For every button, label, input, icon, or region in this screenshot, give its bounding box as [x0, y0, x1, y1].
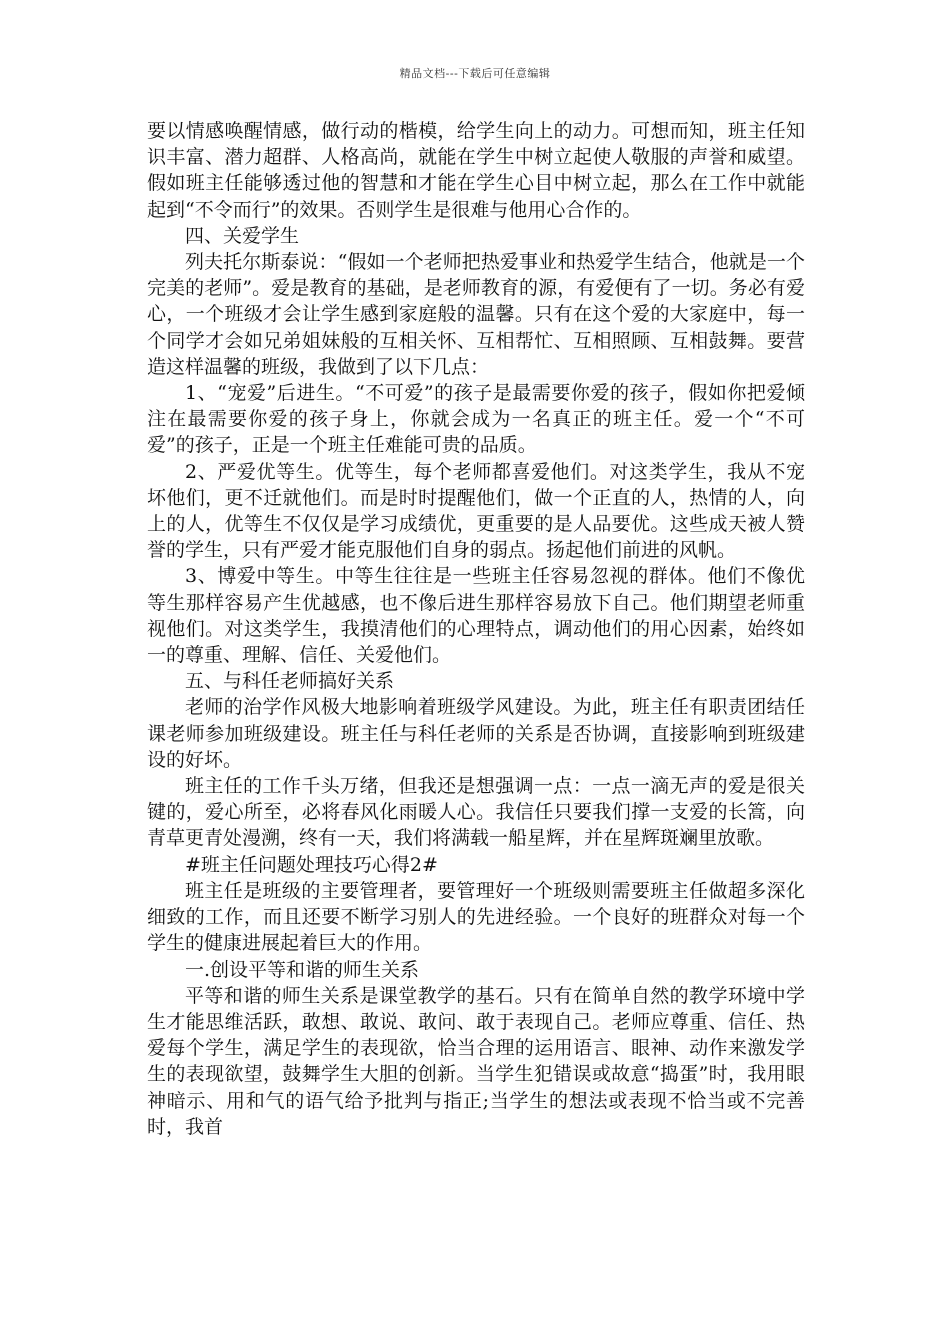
paragraph: 班主任是班级的主要管理者，要管理好一个班级则需要班主任做超多深化细致的工作，而且还要不断学习别人的先进经验。一个良好的班群众对每一个学生的健康进展起着巨大的作用。	[147, 879, 805, 955]
page-header: 精品文档---下载后可任意编辑	[399, 67, 551, 80]
paragraph: 要以情感唤醒情感，做行动的楷模，给学生向上的动力。可想而知，班主任知识丰富、潜力超群、人格高尚，就能在学生中树立起使人敬服的声誉和威望。假如班主任能够透过他的智慧和才能在学生心目中树立起，那么在工作中就能起到“不令而行”的效果。否则学生是很难与他用心合作的。	[147, 120, 805, 221]
section-heading: #班主任问题处理技巧心得2#	[185, 853, 438, 876]
paragraph: 列夫托尔斯泰说：“假如一个老师把热爱事业和热爱学生结合，他就是一个完美的老师”。爱是教育的基础，是老师教育的源，有爱便有了一切。务必有爱心，一个班级才会让学生感到家庭般的温馨。只有在这个爱的大家庭中，每一个同学才会如兄弟姐妹般的互相关怀、互相帮忙、互相照顾、互相鼓舞。要营造这样温馨的班级，我做到了以下几点：	[147, 251, 805, 378]
body-text	[147, 118, 805, 1140]
section-heading: 五、与科任老师搞好关系	[185, 670, 395, 693]
section-heading: 一.创设平等和谐的师生关系	[185, 958, 420, 981]
paragraph: 老师的治学作风极大地影响着班级学风建设。为此，班主任有职责团结任课老师参加班级建设。班主任与科任老师的关系是否协调，直接影响到班级建设的好坏。	[147, 696, 805, 771]
paragraph: 班主任的工作千头万绪，但我还是想强调一点：一点一滴无声的爱是很关键的，爱心所至，必将春风化雨暖人心。我信任只要我们撑一支爱的长篙，向青草更青处漫溯，终有一天，我们将满载一船星辉，并在星辉斑斓里放歌。	[147, 775, 805, 850]
paragraph: 平等和谐的师生关系是课堂教学的基石。只有在简单自然的教学环境中学生才能思维活跃，敢想、敢说、敢问、敢于表现自己。老师应尊重、信任、热爱每个学生，满足学生的表现欲，恰当合理的运用语言、眼神、动作来激发学生的表现欲望，鼓舞学生大胆的创新。当学生犯错误或故意“捣蛋”时，我用眼神暗示、用和气的语气给予批判与指正;当学生的想法或表现不恰当或不完善时，我首	[147, 984, 805, 1138]
section-heading: 四、关爱学生	[185, 224, 300, 247]
paragraph: 1、“宠爱”后进生。“不可爱”的孩子是最需要你爱的孩子，假如你把爱倾注在最需要你爱的孩子身上，你就会成为一名真正的班主任。爱一个“不可爱”的孩子，正是一个班主任难能可贵的品质。	[147, 382, 805, 457]
paragraph: 2、严爱优等生。优等生，每个老师都喜爱他们。对这类学生，我从不宠坏他们，更不迁就他们。而是时时提醒他们，做一个正直的人，热情的人，向上的人，优等生不仅仅是学习成绩优，更重要的是人品要优。这些成天被人赞誉的学生，只有严爱才能克服他们自身的弱点。扬起他们前进的风帆。	[147, 460, 805, 562]
paragraph: 3、博爱中等生。中等生往往是一些班主任容易忽视的群体。他们不像优等生那样容易产生优越感，也不像后进生那样容易放下自己。他们期望老师重视他们。对这类学生，我摸清他们的心理特点，调动他们的用心因素，始终如一的尊重、理解、信任、关爱他们。	[147, 565, 805, 667]
